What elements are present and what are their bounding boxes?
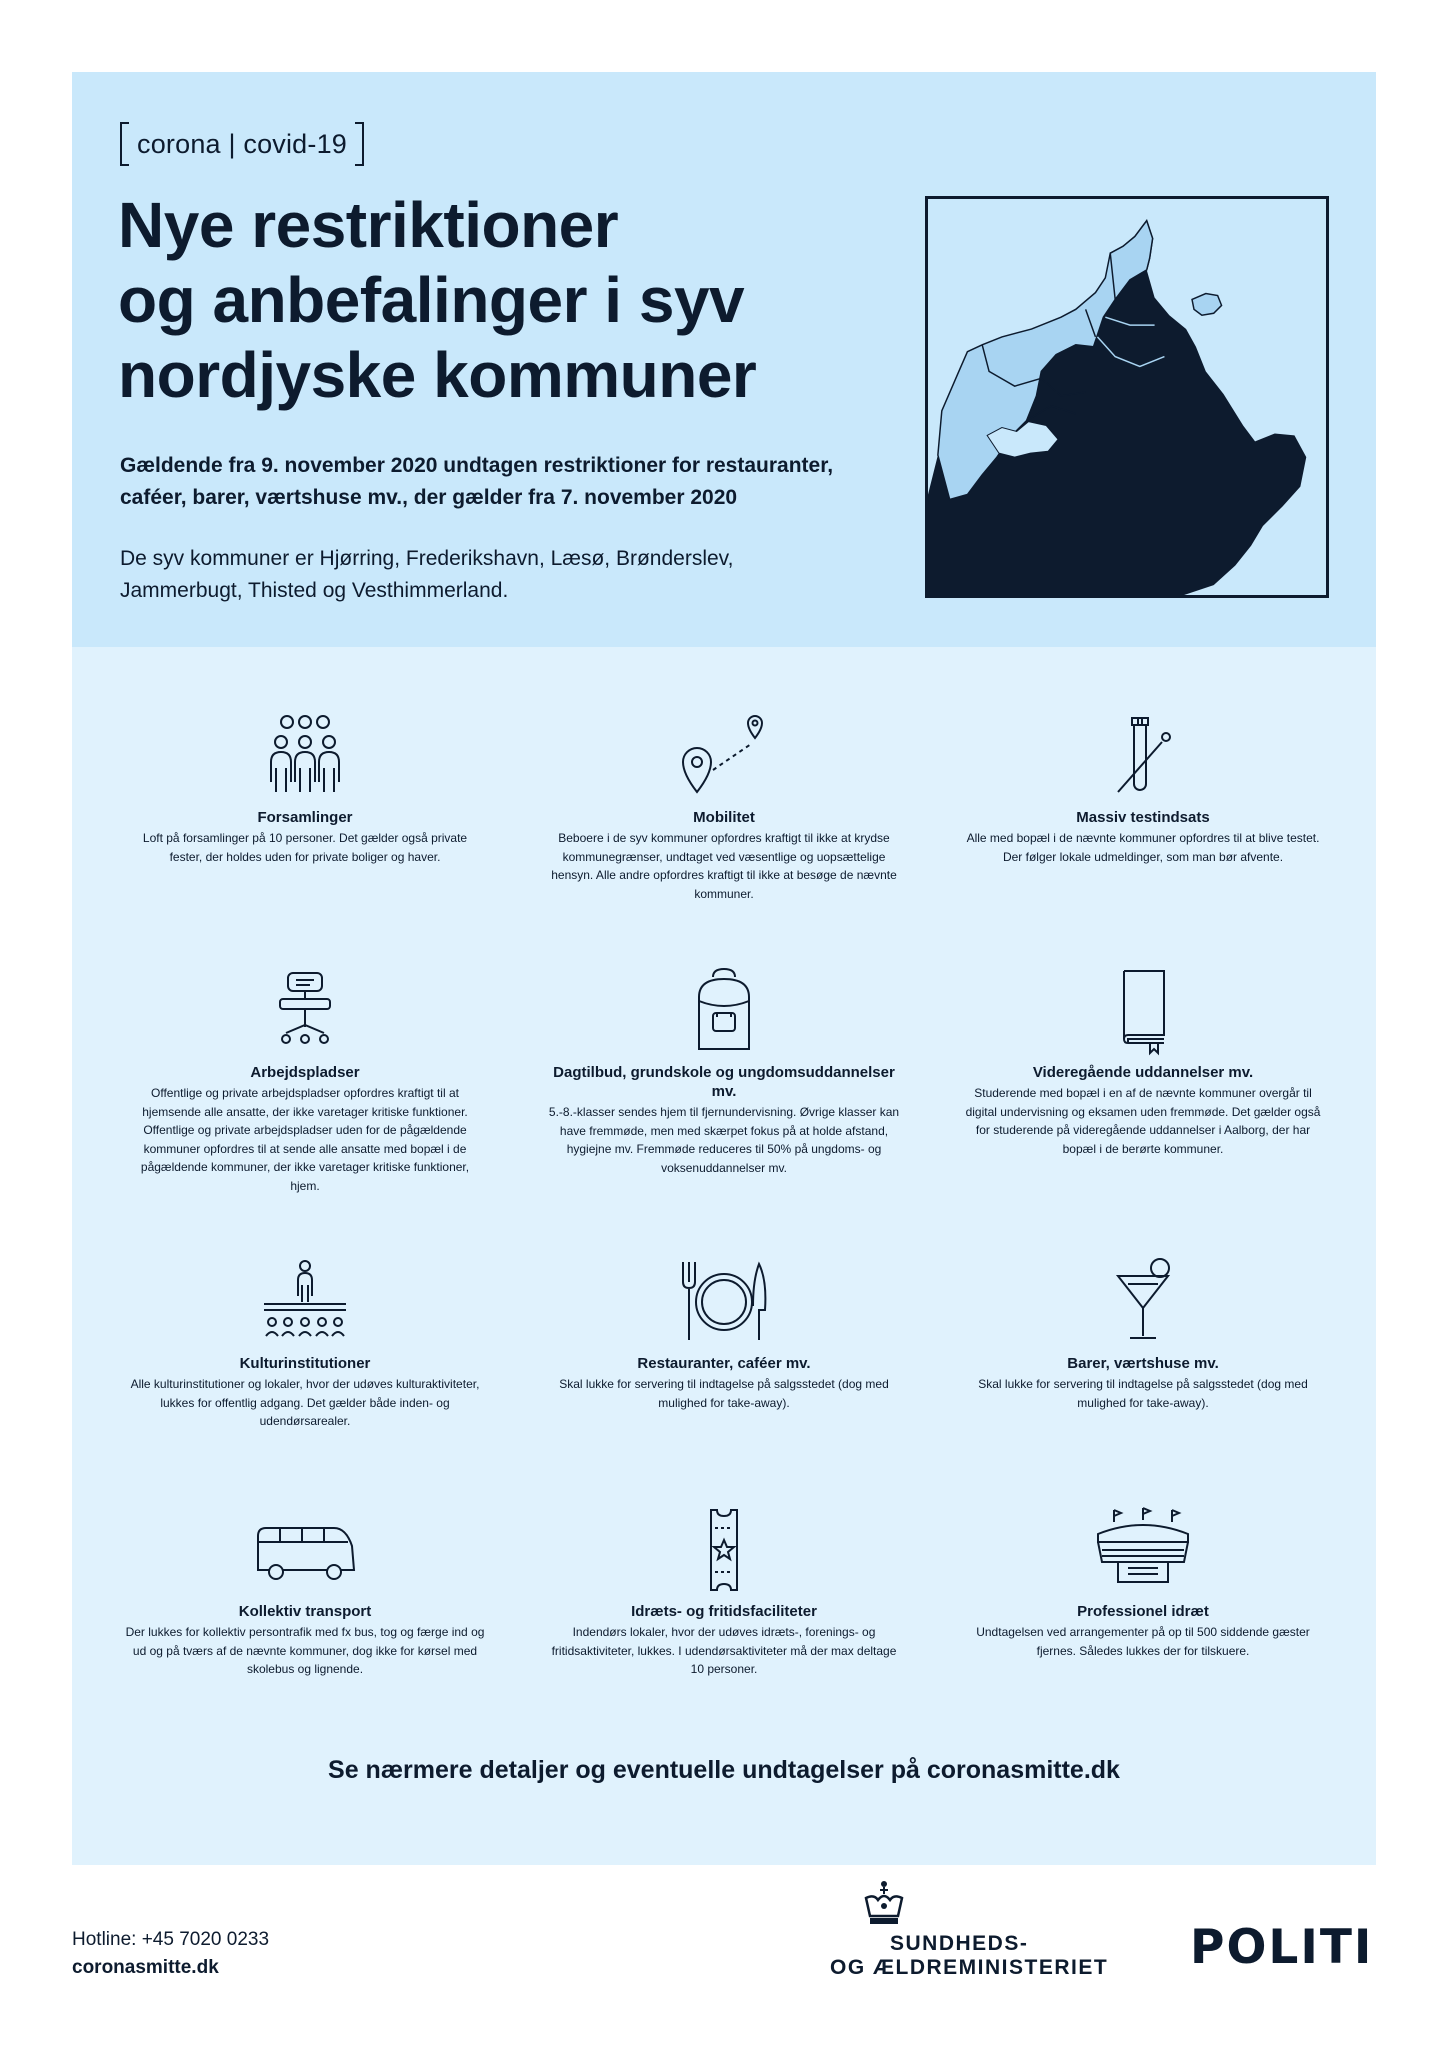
subtitle-line: Gældende fra 9. november 2020 undtagen restriktioner for restauranter, [120,454,834,477]
ticket-icon [669,1506,779,1596]
item-text: Studerende med bopæl i en af de nævnte kommuner overgår til digital undervisning og eksamen uden fremmøde. Det gælder også for studerende på videregående uddannelser i Aalborg, der har bopæl i de berørte kommuner. [965,1086,1321,1156]
hotline-text: Hotline: +45 7020 0233 [72,1929,270,1950]
info-item-videregaaende [963,967,1323,1158]
item-text: Loft på forsamlinger på 10 personer. Det gælder også private fester, der holdes uden for private boliger og haver. [142,831,468,864]
item-text: Beboere i de syv kommuner opfordres kraftigt til ikke at krydse kommunegrænser, undtaget ved væsentlige og uopsættelige hensyn. Alle andre opfordres kraftigt til ikke at besøge de nævnte kommuner. [551,831,897,901]
test-tube-swab-icon [1088,712,1198,802]
cocktail-glass-icon [1088,1258,1198,1348]
crown-icon [862,1880,906,1926]
validity-subtitle [120,450,900,514]
item-text: Undtagelsen ved arrangementer på op til 500 siddende gæster fjernes. Således lukkes der for tilskuere. [976,1625,1310,1658]
info-item-idraet-fritid [544,1506,904,1679]
item-text: Skal lukke for servering til indtagelse på salgsstedet (dog med mulighed for take-away). [978,1377,1308,1410]
north-jutland-map-icon [928,199,1326,595]
location-route-icon [669,712,779,802]
region-map [925,196,1329,598]
item-title: Barer, værtshuse mv. [1067,1355,1219,1372]
item-title: Idræts- og fritidsfaciliteter [631,1603,817,1620]
info-item-kulturinstitutioner [125,1258,485,1431]
item-text: Skal lukke for servering til indtagelse på salgsstedet (dog med mulighed for take-away). [559,1377,889,1410]
info-item-kollektiv-transport [125,1506,485,1679]
info-item-barer [963,1258,1323,1412]
info-item-restauranter [544,1258,904,1412]
bus-icon [250,1506,360,1596]
subtitle-line: caféer, barer, værtshuse mv., der gælder fra 7. november 2020 [120,486,738,509]
people-group-icon [250,712,360,802]
info-item-massiv-testindsats [963,712,1323,866]
item-title: Kollektiv transport [238,1603,372,1620]
info-item-professionel-idraet [963,1506,1323,1660]
municipalities-intro [120,543,820,607]
brand-mark [120,122,364,166]
backpack-icon [669,967,779,1057]
info-item-dagtilbud [544,967,904,1177]
ministry-line: OG ÆLDREMINISTERIET [830,1956,1109,1979]
item-text: Offentlige og private arbejdspladser opfordres kraftigt til at hjemsende alle ansatte, der ikke varetager kritiske funktioner. Offentlige og private arbejdspladser uden for de pågældende kommuner opfordres til at sende alle ansatte med bopæl i de pågældende kommuner, der ikke varetager kritiske funktioner, hjem. [140,1086,470,1193]
stage-audience-icon [250,1258,360,1348]
website-link[interactable]: coronasmitte.dk [72,1957,219,1978]
footer-contact [72,1926,269,1982]
item-text: Alle med bopæl i de nævnte kommuner opfordres til at blive testet. Der følger lokale udmeldinger, som man bør afvente. [966,831,1320,864]
page-title [118,188,838,413]
info-item-forsamlinger [125,712,485,866]
map-island [1192,294,1222,316]
intro-line: Jammerbugt, Thisted og Vesthimmerland. [120,579,509,602]
item-title: Massiv testindsats [1076,809,1210,826]
ministry-name [830,1932,1108,1980]
title-line: og anbefalinger i syv [118,264,745,336]
item-text: Indendørs lokaler, hvor der udøves idræts-, forenings- og fritidsaktiviteter, lukkes. I udendørsaktiviteter må der max deltage 10 personer. [551,1625,897,1676]
bracket-left [120,122,129,166]
item-text: 5.-8.-klasser sendes hjem til fjernundervisning. Øvrige klasser kan have fremmøde, men med skærpet fokus på at holde afstand, hygiejne mv. Fremmøde reduceres til 50% på ungdoms- og voksenuddannelser mv. [548,1105,900,1175]
item-text: Der lukkes for kollektiv persontrafik med fx bus, tog og færge ind og ud og på tværs af de nævnte kommuner, dog ikke for kørsel med skolebus og lignende. [125,1625,485,1676]
brand-text: corona | covid-19 [137,128,348,159]
police-logo: POLITI [1190,1920,1374,1975]
stadium-icon [1088,1506,1198,1596]
bracket-right [355,122,364,166]
plate-cutlery-icon [669,1258,779,1348]
book-icon [1088,967,1198,1057]
item-title: Dagtilbud, grundskole og ungdomsuddannelser mv. [553,1064,895,1100]
title-line: Nye restriktioner [118,189,619,261]
office-chair-icon [250,967,360,1057]
info-item-arbejdspladser [125,967,485,1195]
intro-line: De syv kommuner er Hjørring, Frederikshavn, Læsø, Brønderslev, [120,547,734,570]
item-title: Mobilitet [693,809,755,826]
item-title: Kulturinstitutioner [239,1355,371,1372]
title-line: nordjyske kommuner [118,339,757,411]
item-title: Restauranter, caféer mv. [637,1355,811,1372]
details-callout: Se nærmere detaljer og eventuelle undtagelser på coronasmitte.dk [328,1756,1120,1784]
info-item-mobilitet [544,712,904,903]
item-title: Arbejdspladser [250,1064,360,1081]
ministry-logo [830,1880,1130,1990]
ministry-line: SUNDHEDS- [890,1932,1029,1955]
item-title: Forsamlinger [257,809,353,826]
item-text: Alle kulturinstitutioner og lokaler, hvor der udøves kulturaktiviteter, lukkes for offentlig adgang. Det gælder både inden- og udendørsarealer. [130,1377,480,1428]
item-title: Videregående uddannelser mv. [1032,1064,1254,1081]
item-title: Professionel idræt [1077,1603,1209,1620]
